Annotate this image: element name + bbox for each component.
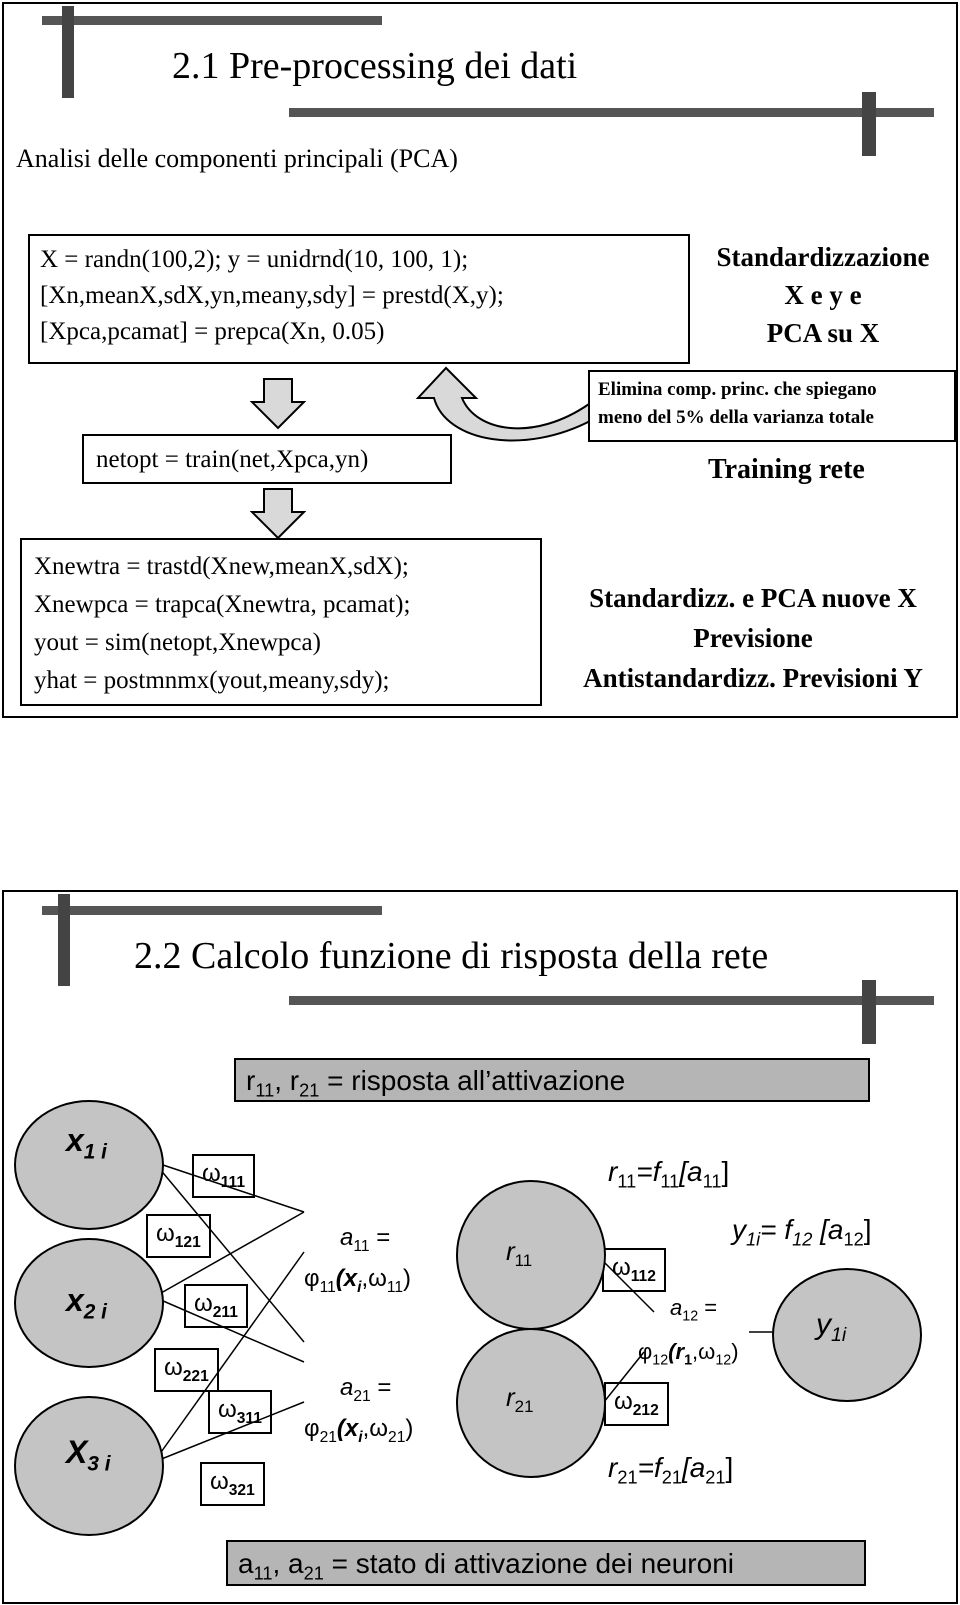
neuron-sub: 11: [514, 1251, 533, 1271]
subtitle: Analisi delle componenti principali (PCA): [16, 144, 458, 173]
weight-w112: [602, 1248, 666, 1292]
eq-sub: 21: [705, 1467, 726, 1488]
label-sub: 11: [253, 1563, 273, 1584]
eq-part: =: [369, 1224, 391, 1251]
neuron-sub: 3 i: [87, 1452, 111, 1476]
eq-part: (r: [668, 1339, 685, 1365]
right-vbar: [862, 92, 876, 156]
neuron-sub: 2 i: [83, 1300, 107, 1324]
eq-part: =: [370, 1374, 392, 1401]
label-text: = stato di attivazione dei neuroni: [323, 1548, 734, 1579]
code-line: X = randn(100,2); y = unidrnd(10, 100, 1);: [40, 246, 469, 273]
eq-part: a: [340, 1374, 354, 1401]
weight-sub: 112: [630, 1267, 656, 1285]
down-arrow-icon: [250, 488, 306, 540]
eq-part: φ: [304, 1264, 320, 1292]
weight-symbol: ω: [202, 1160, 221, 1187]
code-line: netopt = train(net,Xpca,yn): [96, 446, 369, 473]
equation-a21: [304, 1372, 413, 1454]
eq-sub: 11: [660, 1171, 680, 1192]
weight-symbol: ω: [210, 1468, 229, 1495]
curved-arrow-icon: [414, 364, 594, 444]
neuron-sub: 1 i: [83, 1140, 107, 1164]
weight-w321: [200, 1462, 265, 1506]
eq-part: =f: [637, 1452, 662, 1483]
weight-sub: 211: [212, 1303, 238, 1321]
equation-r21: [608, 1452, 733, 1489]
left-vbar: [62, 6, 74, 98]
note-line: Elimina comp. princ. che spiegano: [598, 379, 877, 400]
eq-part: ,ω: [361, 1264, 387, 1292]
neuron-sub: 1i: [831, 1324, 847, 1346]
weight-sub: 111: [220, 1173, 246, 1191]
neuron-label: r: [506, 1236, 515, 1266]
eq-sub: 1i: [746, 1229, 761, 1250]
eq-part: ): [731, 1339, 739, 1365]
eq-sub: 11: [386, 1278, 404, 1296]
eq-part: a: [670, 1295, 683, 1320]
input-neuron-x2: [14, 1238, 164, 1368]
slide-1: [2, 2, 958, 718]
weight-symbol: ω: [164, 1354, 183, 1381]
eq-part: ): [405, 1414, 414, 1442]
eq-part: ): [403, 1264, 412, 1292]
eq-part: =: [698, 1295, 718, 1320]
code-line: [Xn,meanX,sdX,yn,meany,sdy] = prestd(X,y);: [40, 282, 504, 309]
eq-part: (x: [335, 1264, 358, 1292]
page-title: 2.1 Pre-processing dei dati: [172, 45, 578, 87]
output-neuron-y1: [772, 1268, 922, 1402]
eq-sub: i: [358, 1428, 363, 1446]
eq-part: r: [608, 1452, 618, 1483]
weight-symbol: ω: [194, 1290, 213, 1317]
note-line: Previsione: [693, 623, 813, 653]
eq-part: ]: [725, 1452, 734, 1483]
code-line: [Xpca,pcamat] = prepca(Xn, 0.05): [40, 318, 385, 345]
hidden-neuron-r21: [456, 1328, 606, 1478]
down-arrow-icon: [250, 378, 306, 430]
note-previsione: [552, 578, 954, 698]
equation-r11: [608, 1156, 729, 1193]
weight-w221: [154, 1348, 219, 1392]
weight-w121: [146, 1214, 211, 1258]
eq-part: φ: [304, 1414, 320, 1442]
eq-part: [a: [679, 1156, 703, 1187]
neuron-label: r: [506, 1382, 515, 1412]
note-line: Antistandardizz. Previsioni Y: [583, 663, 923, 693]
weight-w111: [192, 1154, 255, 1198]
weight-symbol: ω: [218, 1396, 237, 1423]
code-line: Xnewpca = trapca(Xnewtra, pcamat);: [34, 591, 411, 618]
neuron-label: x: [66, 1122, 84, 1158]
neuron-label: X: [66, 1434, 88, 1470]
weight-sub: 321: [228, 1481, 255, 1499]
code-line: Xnewtra = trastd(Xnew,meanX,sdX);: [34, 553, 409, 580]
note-line: PCA su X: [766, 318, 880, 348]
label-sub: 21: [303, 1563, 324, 1584]
hidden-neuron-r11: [456, 1180, 606, 1330]
weight-w311: [208, 1390, 272, 1434]
eq-sub: 11: [353, 1237, 370, 1255]
eq-sub: 21: [617, 1467, 638, 1488]
weight-symbol: ω: [614, 1388, 633, 1415]
note-line: meno del 5% della varianza totale: [598, 407, 874, 428]
eq-sub: 11: [617, 1171, 637, 1192]
eq-part: = f: [760, 1214, 793, 1245]
eq-part: ]: [863, 1214, 872, 1245]
equation-a12: [638, 1290, 739, 1379]
note-standardizzazione: [692, 238, 954, 352]
note-elimina-box: [588, 370, 956, 442]
label-text: = risposta all’attivazione: [319, 1065, 626, 1096]
eq-sub: 1: [684, 1352, 693, 1369]
eq-sub: 12: [682, 1308, 699, 1325]
eq-part: ,ω: [362, 1414, 389, 1442]
code-box-prediction: [20, 538, 542, 706]
note-line: Standardizzazione: [716, 242, 930, 272]
note-line: X e y e: [784, 280, 862, 310]
label-sub: 21: [299, 1080, 320, 1101]
weight-sub: 121: [174, 1233, 201, 1251]
code-box-train: [82, 434, 452, 484]
eq-sub: 12: [843, 1229, 864, 1250]
eq-part: a: [340, 1224, 354, 1251]
eq-sub: 21: [319, 1428, 337, 1446]
activation-state-box: [226, 1540, 866, 1586]
eq-part: ,ω: [692, 1339, 716, 1365]
label-sub: 11: [255, 1080, 275, 1101]
eq-sub: 21: [661, 1467, 682, 1488]
neuron-label: x: [66, 1282, 84, 1318]
label-text: a: [238, 1548, 254, 1579]
eq-sub: 12: [652, 1352, 669, 1369]
eq-part: y: [732, 1214, 746, 1245]
weight-w212: [604, 1382, 669, 1426]
eq-part: ]: [721, 1156, 730, 1187]
eq-sub: i: [357, 1278, 362, 1296]
right-bar: [289, 108, 934, 117]
slide-2: [2, 890, 958, 1604]
label-text: , r: [274, 1065, 300, 1096]
note-line: Standardizz. e PCA nuove X: [589, 583, 917, 613]
code-line: yhat = postmnmx(yout,meany,sdy);: [34, 667, 390, 694]
eq-part: =f: [636, 1156, 661, 1187]
code-box-preprocessing: [28, 234, 690, 364]
eq-part: [a: [812, 1214, 844, 1245]
code-line: yout = sim(netopt,Xnewpca): [34, 629, 321, 656]
weight-sub: 311: [236, 1409, 262, 1427]
label-text: , a: [272, 1548, 304, 1579]
equation-y1: [732, 1214, 871, 1251]
equation-a11: [304, 1222, 411, 1304]
weight-symbol: ω: [612, 1254, 631, 1281]
eq-sub: 11: [702, 1171, 722, 1192]
eq-part: (x: [336, 1414, 359, 1442]
eq-sub: 12: [715, 1352, 732, 1369]
eq-part: r: [608, 1156, 618, 1187]
note-training: Training rete: [708, 454, 865, 485]
weight-sub: 221: [182, 1367, 209, 1385]
input-neuron-x3: [14, 1396, 164, 1536]
weight-sub: 212: [632, 1401, 659, 1419]
neuron-label: y: [816, 1308, 831, 1341]
label-text: r: [246, 1065, 256, 1096]
weight-w211: [184, 1284, 248, 1328]
eq-part: φ: [638, 1339, 653, 1365]
eq-sub: 12: [792, 1229, 813, 1250]
eq-sub: 11: [319, 1278, 336, 1296]
eq-sub: 21: [388, 1428, 406, 1446]
eq-part: [a: [681, 1452, 706, 1483]
eq-sub: 21: [353, 1387, 371, 1405]
weight-symbol: ω: [156, 1220, 175, 1247]
input-neuron-x1: [14, 1100, 164, 1230]
page-title: 2.2 Calcolo funzione di risposta della rete: [134, 935, 769, 977]
top-bar: [42, 16, 382, 25]
neuron-sub: 21: [514, 1397, 534, 1417]
